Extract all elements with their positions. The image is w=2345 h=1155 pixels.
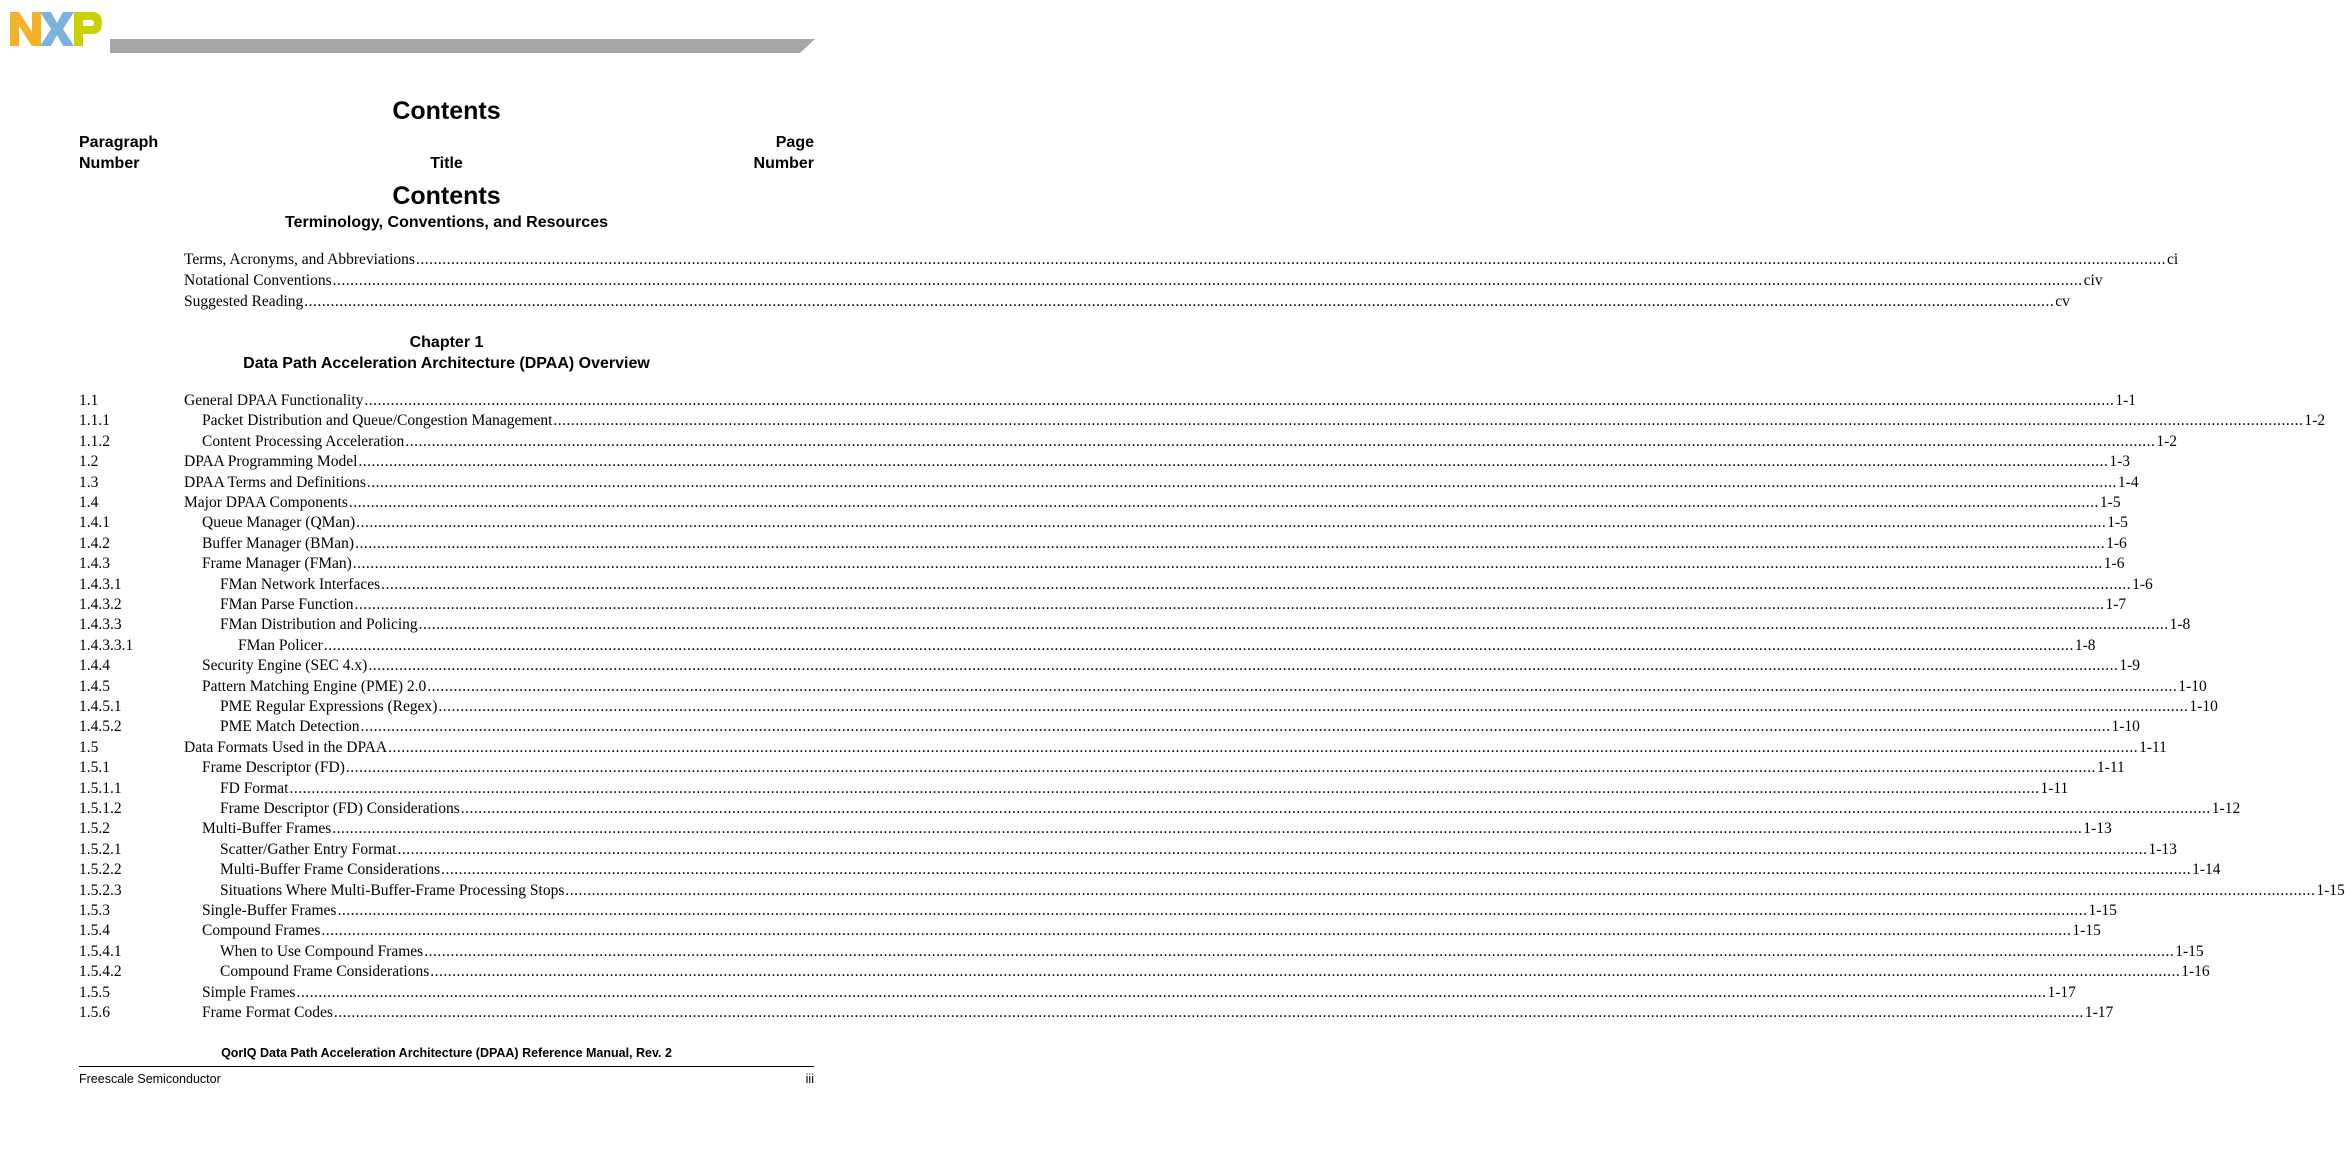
column-header-paragraph-bottom: Number [79,155,140,172]
toc-title: FMan Distribution and Policing [220,616,418,634]
toc-page-number: 1-11 [2139,738,2167,756]
toc-link[interactable] [220,840,2177,860]
toc-paragraph-number: 1.3 [79,473,99,491]
toc-page-number: 1-6 [2106,534,2127,552]
column-header-page-top: Page [775,134,814,151]
toc-leader-dots: ................................................................................................................................................................................................................................................................................................................................................................................................................ [358,453,2109,471]
toc-link[interactable] [238,636,2096,656]
toc-row [0,432,2177,452]
toc-page-number: 1-8 [2074,636,2096,654]
toc-title: FMan Policer [238,636,323,654]
toc-row [0,391,2137,411]
toc-paragraph-number: 1.5.1.2 [79,800,122,817]
toc-title: Simple Frames [202,983,296,1001]
toc-row [0,717,2140,737]
toc-link[interactable] [220,860,2221,880]
toc-title: Notational Conventions [184,272,332,289]
toc-page-number: ci [2166,251,2179,268]
toc-leader-dots: ................................................................................................................................................................................................................................................................................................................................................................................................................ [553,412,2304,430]
toc-page-number: 1-3 [2109,453,2131,471]
toc-title: FMan Parse Function [220,596,354,613]
toc-page-number: 1-17 [2084,1004,2114,1021]
toc-row [0,554,2125,574]
toc-leader-dots: ................................................................................................................................................................................................................................................................................................................................................................................................................ [352,555,2103,573]
toc-paragraph-number: 1.4.3.3.1 [79,636,134,654]
footer-company: Freescale Semiconductor [79,1072,221,1086]
toc-title: PME Regular Expressions (Regex) [220,698,438,715]
toc-link[interactable] [202,758,2125,778]
toc-link[interactable] [202,534,2127,554]
toc-leader-dots: ................................................................................................................................................................................................................................................................................................................................................................................................................ [405,432,2156,450]
toc-leader-dots: ................................................................................................................................................................................................................................................................................................................................................................................................................ [430,963,2181,981]
column-header-paragraph-top: Paragraph [79,134,159,151]
toc-title: FD Format [220,779,289,797]
toc-link[interactable] [184,271,2103,291]
toc-title: Frame Descriptor (FD) Considerations [220,800,460,817]
toc-row [0,738,2167,758]
toc-row [0,1003,2114,1023]
toc-link[interactable] [202,901,2117,921]
toc-link[interactable] [220,942,2204,962]
toc-row [0,779,2069,799]
toc-title: Packet Distribution and Queue/Congestion Management [202,412,553,430]
toc-leader-dots: ................................................................................................................................................................................................................................................................................................................................................................................................................ [289,779,2040,797]
toc-paragraph-number: 1.5.3 [79,902,110,919]
toc-title: Data Formats Used in the DPAA [184,738,388,756]
toc-page-number: 1-5 [2099,494,2121,511]
toc-row [0,677,2207,697]
toc-link[interactable] [220,595,2127,615]
chapter-title: Data Path Acceleration Architecture (DPAA) Overview [243,355,650,372]
toc-page-number: 1-15 [2316,881,2345,899]
toc-leader-dots: ................................................................................................................................................................................................................................................................................................................................................................................................................ [332,272,2083,289]
toc-leader-dots: ................................................................................................................................................................................................................................................................................................................................................................................................................ [354,596,2105,613]
toc-leader-dots: ................................................................................................................................................................................................................................................................................................................................................................................................................ [348,494,2099,511]
toc-title: Security Engine (SEC 4.x) [202,657,368,675]
toc-paragraph-number: 1.5.5 [79,983,110,1001]
toc-leader-dots: ................................................................................................................................................................................................................................................................................................................................................................................................................ [296,983,2047,1001]
toc-page-number: civ [2083,272,2103,289]
toc-link[interactable] [202,513,2128,533]
toc-row [0,292,2070,312]
toc-paragraph-number: 1.4.3 [79,555,110,573]
toc-paragraph-number: 1.5.2.3 [79,881,122,899]
toc-link[interactable] [184,452,2131,472]
toc-paragraph-number: 1.5 [79,738,99,756]
toc-leader-dots: ................................................................................................................................................................................................................................................................................................................................................................................................................ [355,534,2106,552]
toc-paragraph-number: 1.4.3.1 [79,575,122,593]
toc-row [0,250,2179,270]
toc-page-number: 1-4 [2117,473,2139,491]
toc-row [0,271,2103,291]
toc-row [0,983,2076,1003]
toc-page-number: 1-8 [2169,616,2191,634]
toc-link[interactable] [184,250,2179,270]
toc-leader-dots: ................................................................................................................................................................................................................................................................................................................................................................................................................ [441,861,2192,879]
toc-link[interactable] [220,799,2241,819]
toc-title: PME Match Detection [220,718,360,736]
toc-page-number: 1-16 [2181,963,2210,981]
section-heading: Contents [392,182,501,210]
toc-row [0,411,2326,431]
column-header-title: Title [430,155,463,172]
nxp-logo [10,12,102,46]
toc-title: FMan Network Interfaces [220,575,381,593]
toc-paragraph-number: 1.1.2 [79,432,110,450]
toc-leader-dots: ................................................................................................................................................................................................................................................................................................................................................................................................................ [388,738,2139,756]
toc-link[interactable] [202,819,2112,839]
toc-link[interactable] [220,962,2210,982]
toc-link[interactable] [184,391,2137,411]
toc-row [0,575,2153,595]
toc-row [0,942,2204,962]
toc-leader-dots: ................................................................................................................................................................................................................................................................................................................................................................................................................ [364,392,2115,409]
toc-page-number: 1-15 [2175,942,2204,960]
toc-link[interactable] [184,493,2121,513]
toc-page-number: 1-15 [2088,902,2117,919]
toc-row [0,452,2131,472]
toc-title: Queue Manager (QMan) [202,514,356,532]
toc-paragraph-number: 1.4.2 [79,534,110,552]
toc-leader-dots: ................................................................................................................................................................................................................................................................................................................................................................................................................ [332,820,2083,838]
toc-title: Single-Buffer Frames [202,902,337,919]
toc-paragraph-number: 1.5.1.1 [79,779,122,797]
toc-page-number: 1-12 [2211,800,2241,817]
toc-page-number: 1-10 [2189,698,2218,715]
section-subheading: Terminology, Conventions, and Resources [284,214,608,231]
toc-page-number: 1-6 [2132,575,2153,593]
toc-link[interactable] [184,473,2139,493]
toc-row [0,636,2096,656]
toc-title: Frame Format Codes [202,1004,333,1021]
toc-paragraph-number: 1.5.2.1 [79,840,122,858]
toc-leader-dots: ................................................................................................................................................................................................................................................................................................................................................................................................................ [333,1004,2084,1021]
toc-title: Content Processing Acceleration [202,432,405,450]
toc-title: Major DPAA Components [184,494,348,511]
toc-leader-dots: ................................................................................................................................................................................................................................................................................................................................................................................................................ [438,698,2189,715]
toc-link[interactable] [202,411,2326,431]
toc-page-number: 1-14 [2192,861,2221,879]
toc-paragraph-number: 1.5.4.2 [79,963,122,981]
toc-link[interactable] [184,292,2070,312]
toc-row [0,799,2241,819]
toc-link[interactable] [220,615,2191,635]
toc-row [0,595,2127,615]
toc-page-number: 1-15 [2072,922,2101,940]
toc-title: Terms, Acronyms, and Abbreviations [184,251,415,268]
toc-link[interactable] [202,554,2125,574]
toc-paragraph-number: 1.4.5 [79,677,110,695]
page-title: Contents [392,97,501,125]
footer-page-number: iii [805,1072,814,1086]
toc-paragraph-number: 1.5.4.1 [79,942,122,960]
toc-title: Frame Descriptor (FD) [202,759,345,777]
toc-paragraph-number: 1.2 [79,453,99,471]
toc-row [0,881,2345,901]
toc-page-number: 1-13 [2148,840,2177,858]
toc-page-number: 1-6 [2103,555,2125,573]
toc-row [0,513,2128,533]
toc-leader-dots: ................................................................................................................................................................................................................................................................................................................................................................................................................ [368,657,2119,675]
toc-paragraph-number: 1.4.5.1 [79,698,122,715]
toc-paragraph-number: 1.4.1 [79,514,110,532]
toc-title: DPAA Programming Model [184,453,358,471]
toc-link[interactable] [202,921,2101,941]
toc-link[interactable] [202,677,2207,697]
toc-page-number: 1-2 [2156,432,2177,450]
footer-divider [79,1066,814,1067]
toc-paragraph-number: 1.5.2.2 [79,861,122,879]
toc-leader-dots: ................................................................................................................................................................................................................................................................................................................................................................................................................ [321,922,2072,940]
toc-leader-dots: ................................................................................................................................................................................................................................................................................................................................................................................................................ [381,575,2132,593]
toc-title: Frame Manager (FMan) [202,555,352,573]
toc-leader-dots: ................................................................................................................................................................................................................................................................................................................................................................................................................ [323,636,2074,654]
toc-row [0,697,2218,717]
toc-paragraph-number: 1.4.5.2 [79,718,122,736]
toc-page-number: 1-2 [2304,412,2326,430]
toc-title: Compound Frame Considerations [220,963,430,981]
toc-link[interactable] [220,717,2140,737]
toc-leader-dots: ................................................................................................................................................................................................................................................................................................................................................................................................................ [418,616,2169,634]
toc-title: Multi-Buffer Frame Considerations [220,861,441,879]
toc-row [0,860,2221,880]
toc-paragraph-number: 1.5.1 [79,759,110,777]
header-bar [110,39,815,53]
toc-paragraph-number: 1.5.6 [79,1004,110,1021]
toc-paragraph-number: 1.1.1 [79,412,110,430]
toc-link[interactable] [202,656,2140,676]
toc-row [0,840,2177,860]
toc-link[interactable] [184,738,2167,758]
toc-page-number: 1-11 [2040,779,2069,797]
chapter-label: Chapter 1 [409,334,484,351]
toc-leader-dots: ................................................................................................................................................................................................................................................................................................................................................................................................................ [360,718,2111,736]
toc-leader-dots: ................................................................................................................................................................................................................................................................................................................................................................................................................ [424,942,2175,960]
toc-page-number: 1-5 [2107,514,2128,532]
toc-title: Suggested Reading [184,293,304,310]
toc-leader-dots: ................................................................................................................................................................................................................................................................................................................................................................................................................ [427,677,2178,695]
toc-paragraph-number: 1.4.3.2 [79,596,122,613]
toc-row [0,758,2125,778]
toc-paragraph-number: 1.5.2 [79,820,110,838]
toc-leader-dots: ................................................................................................................................................................................................................................................................................................................................................................................................................ [397,840,2148,858]
column-header-page [754,132,814,174]
toc-paragraph-number: 1.4.4 [79,657,110,675]
toc-link[interactable] [220,881,2345,901]
toc-row [0,901,2117,921]
toc-leader-dots: ................................................................................................................................................................................................................................................................................................................................................................................................................ [565,881,2316,899]
footer-manual-title: QorIQ Data Path Acceleration Architecture (DPAA) Reference Manual, Rev. 2 [221,1046,672,1060]
toc-paragraph-number: 1.4.3.3 [79,616,122,634]
toc-page-number: 1-9 [2119,657,2140,675]
column-header-page-bottom: Number [753,155,814,172]
toc-page-number: cv [2055,293,2070,310]
toc-leader-dots: ................................................................................................................................................................................................................................................................................................................................................................................................................ [366,473,2117,491]
toc-title: Buffer Manager (BMan) [202,534,355,552]
toc-page-number: 1-7 [2105,596,2127,613]
toc-leader-dots: ................................................................................................................................................................................................................................................................................................................................................................................................................ [304,293,2055,310]
toc-title: Pattern Matching Engine (PME) 2.0 [202,677,427,695]
toc-page-number: 1-13 [2083,820,2112,838]
toc-row [0,921,2101,941]
toc-leader-dots: ................................................................................................................................................................................................................................................................................................................................................................................................................ [415,251,2166,268]
toc-paragraph-number: 1.5.4 [79,922,110,940]
toc-title: When to Use Compound Frames [220,942,424,960]
toc-title: Multi-Buffer Frames [202,820,332,838]
toc-row [0,493,2121,513]
toc-paragraph-number: 1.4 [79,494,99,511]
toc-link[interactable] [202,1003,2114,1023]
toc-row [0,962,2210,982]
toc-link[interactable] [220,697,2218,717]
toc-leader-dots: ................................................................................................................................................................................................................................................................................................................................................................................................................ [337,902,2088,919]
toc-title: Compound Frames [202,922,321,940]
toc-link[interactable] [220,575,2153,595]
toc-title: Situations Where Multi-Buffer-Frame Processing Stops [220,881,565,899]
toc-leader-dots: ................................................................................................................................................................................................................................................................................................................................................................................................................ [460,800,2211,817]
toc-paragraph-number: 1.1 [79,392,99,409]
toc-row [0,615,2191,635]
toc-title: General DPAA Functionality [184,392,364,409]
toc-link[interactable] [202,983,2076,1003]
toc-row [0,819,2112,839]
toc-row [0,534,2127,554]
toc-page-number: 1-10 [2111,718,2140,736]
toc-title: Scatter/Gather Entry Format [220,840,397,858]
toc-link[interactable] [202,432,2177,452]
toc-page-number: 1-17 [2047,983,2076,1001]
toc-row [0,656,2140,676]
toc-leader-dots: ................................................................................................................................................................................................................................................................................................................................................................................................................ [345,759,2096,777]
toc-row [0,473,2139,493]
toc-link[interactable] [220,779,2069,799]
toc-title: DPAA Terms and Definitions [184,473,366,491]
toc-leader-dots: ................................................................................................................................................................................................................................................................................................................................................................................................................ [356,514,2107,532]
toc-page-number: 1-1 [2115,392,2137,409]
toc-page-number: 1-11 [2096,759,2125,777]
toc-page-number: 1-10 [2178,677,2207,695]
